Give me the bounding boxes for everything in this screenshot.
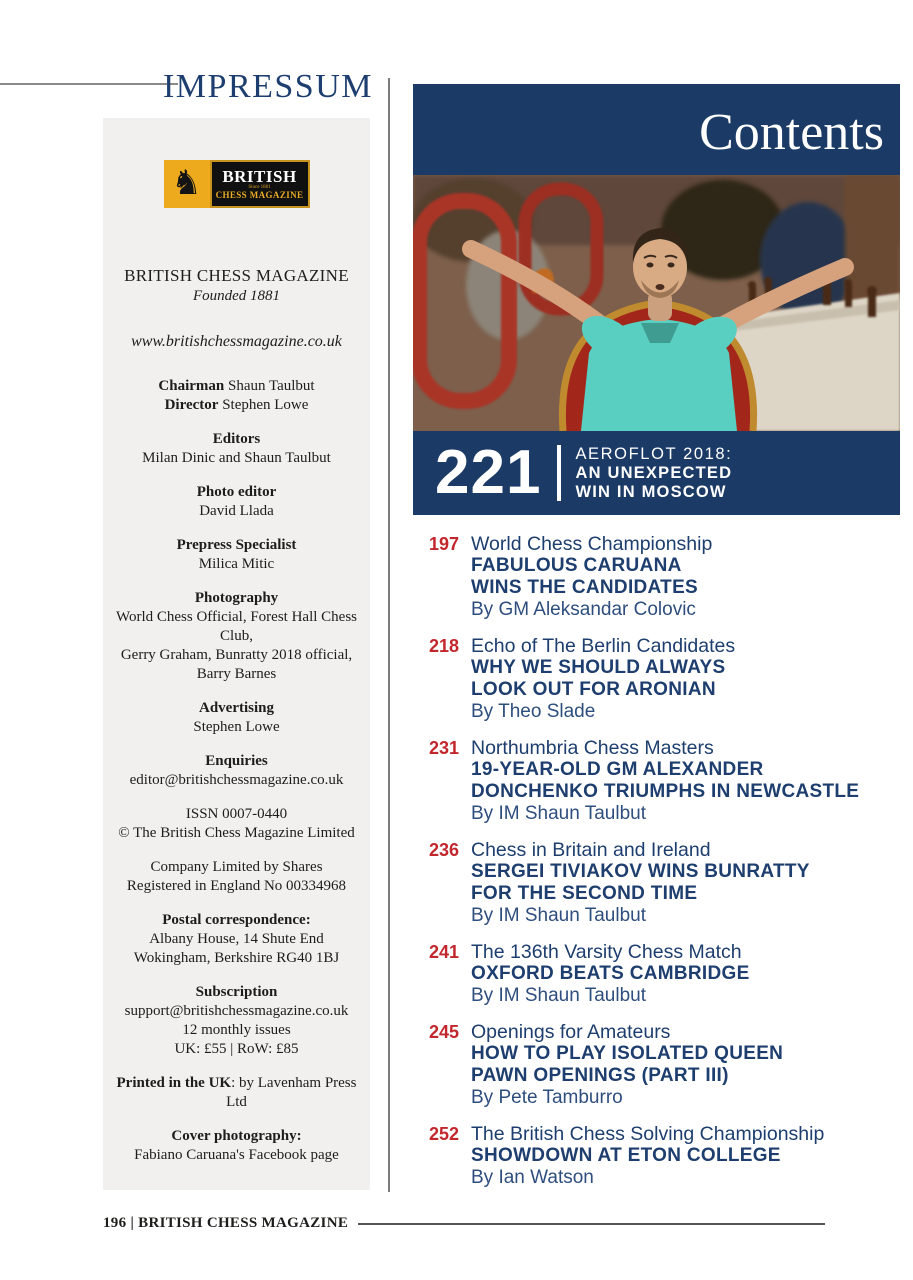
toc-category: The British Chess Solving Championship [471,1123,825,1145]
impressum-block [115,911,358,968]
footer-page-number: 196 [103,1215,127,1231]
impressum-block [115,1127,358,1165]
toc-page-number: 245 [428,1022,459,1042]
toc-headline: SHOWDOWN AT ETON COLLEGE [471,1145,781,1166]
impressum-block-heading: Postal correspondence: [162,912,311,928]
contents-header-bar [413,84,900,175]
impressum-line: World Chess Official, Forest Hall Chess Club, [116,609,357,644]
toc-item[interactable] [413,737,913,825]
feature-title-line3: WIN IN MOSCOW [575,482,727,501]
impressum-block [115,589,358,684]
footer-separator: | [130,1215,135,1231]
toc-category: Openings for Amateurs [471,1021,671,1043]
impressum-title: IMPRESSUM [162,68,373,105]
toc-category: World Chess Championship [471,533,713,555]
toc-item-text [471,533,913,621]
impressum-block-heading: Photography [194,590,279,606]
impressum-block-heading: Advertising [199,700,274,716]
table-of-contents [413,533,913,1203]
toc-byline: By IM Shaun Taulbut [471,905,646,926]
impressum-line: UK: £55 | RoW: £85 [174,1041,299,1057]
toc-item[interactable] [413,635,913,723]
toc-category: Chess in Britain and Ireland [471,839,711,861]
toc-item[interactable] [413,1021,913,1109]
toc-item[interactable] [413,839,913,927]
logo-brand-bottom: CHESS MAGAZINE [215,189,304,200]
toc-item[interactable] [413,533,913,621]
toc-page-number: 231 [428,738,459,758]
toc-page-number: 252 [428,1124,459,1144]
feature-title-line1: AEROFLOT 2018: [575,444,733,463]
impressum-block [115,536,358,574]
impressum-line: Wokingham, Berkshire RG40 1BJ [133,950,340,966]
impressum-line: Director Stephen Lowe [164,397,309,413]
toc-item-text [471,839,913,927]
impressum-line: editor@britishchessmagazine.co.uk [129,772,344,788]
impressum-block [115,430,358,468]
toc-item-text [471,635,913,723]
toc-page-number: 218 [428,636,459,656]
magazine-website: www.britishchessmagazine.co.uk [131,333,342,350]
impressum-block-heading: Editors [212,431,261,447]
impressum-block [115,752,358,790]
toc-headline: HOW TO PLAY ISOLATED QUEEN [471,1043,784,1064]
toc-headline: SERGEI TIVIAKOV WINS BUNRATTY [471,861,810,882]
impressum-line: Chairman Shaun Taulbut [158,378,315,394]
impressum-block [115,983,358,1059]
founded-line: Founded 1881 [192,288,281,304]
impressum-block [115,699,358,737]
toc-byline: By IM Shaun Taulbut [471,803,646,824]
toc-page-number: 236 [428,840,459,860]
feature-photo [413,175,900,431]
feature-separator [557,445,561,501]
impressum-line: Albany House, 14 Shute End [149,931,324,947]
toc-byline: By Ian Watson [471,1167,594,1188]
toc-byline: By Pete Tamburro [471,1087,623,1108]
toc-headline: WINS THE CANDIDATES [471,577,699,598]
logo-brand-top: BRITISH [222,166,297,186]
impressum-line: Gerry Graham, Bunratty 2018 official, [120,647,353,663]
feature-title [575,445,732,502]
impressum-line: 12 monthly issues [182,1022,291,1038]
impressum-block [115,377,358,415]
page-footer [103,1215,825,1232]
toc-headline: FOR THE SECOND TIME [471,883,698,904]
toc-headline: WHY WE SHOULD ALWAYS [471,657,726,678]
toc-headline: FABULOUS CARUANA [471,555,682,576]
feature-title-line2: AN UNEXPECTED [575,463,733,482]
impressum-line: Barry Barnes [196,666,277,682]
impressum-line: David Llada [199,503,274,519]
footer-rule [358,1223,825,1225]
toc-headline: DONCHENKO TRIUMPHS IN NEWCASTLE [471,781,860,802]
toc-category: The 136th Varsity Chess Match [471,941,742,963]
impressum-line: Milica Mitic [198,556,275,572]
toc-category: Echo of The Berlin Candidates [471,635,736,657]
impressum-block-heading: Cover photography: [171,1128,302,1144]
footer-magazine-name: BRITISH CHESS MAGAZINE [138,1215,349,1231]
impressum-block [115,858,358,896]
impressum-line: Milan Dinic and Shaun Taulbut [142,450,331,466]
impressum-blocks [115,377,358,1165]
toc-item-text [471,1123,913,1189]
toc-headline: OXFORD BEATS CAMBRIDGE [471,963,750,984]
toc-page-number: 241 [428,942,459,962]
toc-item-text [471,941,913,1007]
toc-category: Northumbria Chess Masters [471,737,714,759]
feature-page-number: 221 [435,438,542,507]
logo-since: Since 1881 [248,184,271,190]
impressum-line: Printed in the UK: by Lavenham Press Ltd [116,1075,357,1110]
column-divider [388,78,390,1192]
impressum-block-heading: Subscription [195,984,278,1000]
impressum-block [115,805,358,843]
toc-byline: By GM Aleksandar Colovic [471,599,696,620]
impressum-line: support@britishchessmagazine.co.uk [124,1003,349,1019]
toc-byline: By IM Shaun Taulbut [471,985,646,1006]
toc-headline: LOOK OUT FOR ARONIAN [471,679,716,700]
impressum-block-heading: Enquiries [205,753,268,769]
toc-headline: PAWN OPENINGS (PART III) [471,1065,729,1086]
impressum-line: Fabiano Caruana's Facebook page [134,1147,339,1163]
impressum-block [115,483,358,521]
contents-title: Contents [699,104,884,161]
feature-story-bar[interactable] [413,431,900,515]
bcm-logo [164,160,310,208]
toc-byline: By Theo Slade [471,701,596,722]
bcm-logo-text [210,160,310,208]
toc-item-text [471,1021,913,1109]
impressum-line: Company Limited by Shares [150,859,323,875]
footer-text [103,1215,348,1232]
impressum-panel [103,118,370,1190]
toc-item[interactable] [413,941,913,1007]
impressum-line: ISSN 0007-0440 [185,806,288,822]
impressum-line: Registered in England No 00334968 [126,878,347,894]
impressum-block-heading: Photo editor [196,484,277,500]
magazine-name: BRITISH CHESS MAGAZINE [124,266,349,285]
toc-item[interactable] [413,1123,913,1189]
knight-icon: ♞ [164,160,210,208]
impressum-line: © The British Chess Magazine Limited [118,825,355,841]
toc-page-number: 197 [428,534,459,554]
toc-item-text [471,737,913,825]
impressum-block-heading: Prepress Specialist [176,537,297,553]
toc-headline: 19-YEAR-OLD GM ALEXANDER [471,759,764,780]
feature-photo-illustration [413,175,900,431]
impressum-line: Stephen Lowe [193,719,280,735]
impressum-block [115,1074,358,1112]
